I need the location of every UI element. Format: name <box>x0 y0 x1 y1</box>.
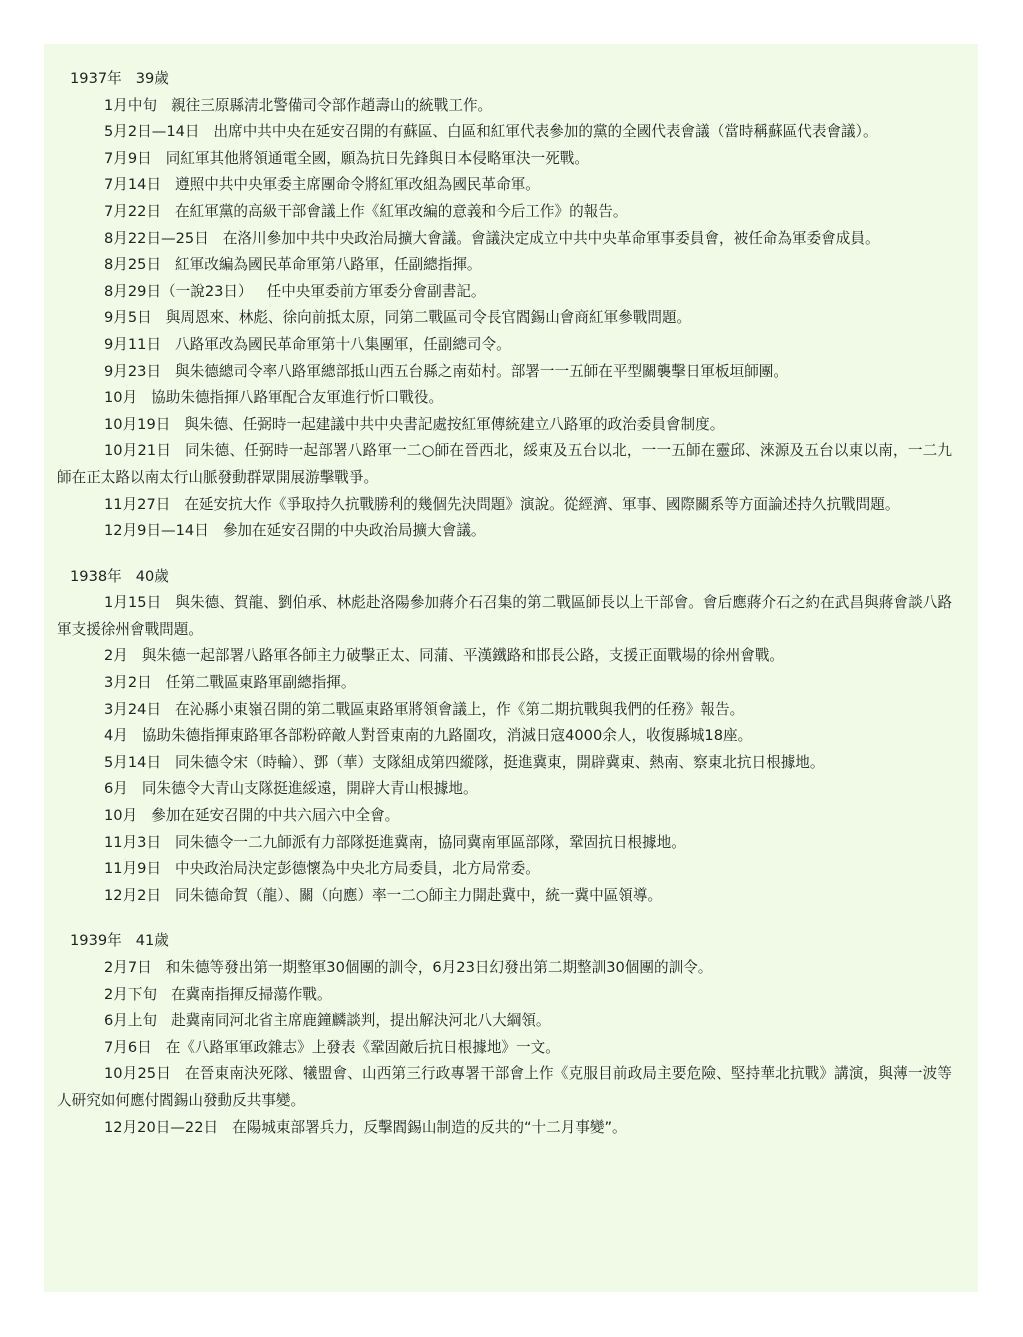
entry-date: 2月 <box>104 647 128 665</box>
entry-date: 6月上旬 <box>104 1012 158 1030</box>
chronology-entry <box>57 830 952 857</box>
entry-text: 在冀南指揮反掃蕩作戰。 <box>171 985 332 1003</box>
entry-date: 3月2日 <box>104 674 152 692</box>
entry-text: 八路軍改為國民革命軍第十八集團軍，任副總司令。 <box>175 335 511 353</box>
entry-date: 10月 <box>104 389 138 407</box>
entry-date: 8月29日（一說23日） <box>104 282 253 300</box>
entry-text: 在陽城東部署兵力，反擊閻錫山制造的反共的“十二月事變”。 <box>232 1118 627 1136</box>
entry-date: 1月中旬 <box>104 96 158 114</box>
entry-text: 在延安抗大作《爭取持久抗戰勝利的幾個先決問題》演說。從經濟、軍事、國際關系等方面論述持久抗戰問題。 <box>184 495 900 513</box>
chronology-entry <box>57 119 952 146</box>
chronology-entry <box>57 385 952 412</box>
chronology-entry <box>57 776 952 803</box>
chronology-entry <box>57 1008 952 1035</box>
year-heading <box>57 928 952 955</box>
entry-text: 在沁縣小東嶺召開的第二戰區東路軍將領會議上，作《第二期抗戰與我們的任務》報告。 <box>175 700 745 718</box>
entry-date: 11月9日 <box>104 860 162 878</box>
entry-date: 2月7日 <box>104 959 152 976</box>
entry-date: 7月9日 <box>104 149 152 167</box>
chronology-entry <box>57 359 952 386</box>
entry-text: 任第二戰區東路軍副總指揮。 <box>165 674 356 692</box>
year-section-1939 <box>57 928 952 1141</box>
entry-text: 和朱德等發出第一期整軍30個團的訓令，6月23日幻發出第二期整訓30個團的訓令。 <box>165 959 713 976</box>
entry-date: 12月20日—22日 <box>104 1118 219 1136</box>
entry-date: 9月5日 <box>104 309 152 327</box>
entry-text: 在《八路軍軍政雜志》上發表《鞏固敵后抗日根據地》一文。 <box>165 1038 560 1056</box>
entry-date: 10月 <box>104 807 138 825</box>
chronology-entry <box>57 332 952 359</box>
entry-date: 9月11日 <box>104 335 162 353</box>
chronology-entry <box>57 199 952 226</box>
entry-text: 參加在延安召開的中共六屆六中全會。 <box>151 807 400 825</box>
chronology-entry <box>57 750 952 777</box>
chronology-entry <box>57 723 952 750</box>
chronology-entry <box>57 643 952 670</box>
entry-text: 在紅軍黨的高級干部會議上作《紅軍改編的意義和今后工作》的報告。 <box>175 202 628 220</box>
entry-text: 任中央軍委前方軍委分會副書記。 <box>266 282 486 300</box>
entry-text: 同朱德令一二九師派有力部隊挺進冀南，協同冀南軍區部隊，鞏固抗日根據地。 <box>175 833 686 851</box>
entry-date: 7月22日 <box>104 202 162 220</box>
entry-text: 同紅軍其他將領通電全國，願為抗日先鋒與日本侵略軍決一死戰。 <box>165 149 589 167</box>
entry-text: 遵照中共中央軍委主席團命令將紅軍改組為國民革命軍。 <box>175 176 540 194</box>
chronology-entry <box>57 252 952 279</box>
chronology-entry <box>57 883 952 910</box>
entry-text: 同朱德、任弼時一起部署八路軍一二○師在晉西北，綏東及五台以北，一一五師在靈邱、淶源及五台以東以南，一二九師在正太路以南太行山脈發動群眾開展游擊戰爭。 <box>57 442 952 486</box>
entry-date: 3月24日 <box>104 700 162 718</box>
chronology-entry <box>57 1035 952 1062</box>
entry-date: 5月2日—14日 <box>104 123 200 141</box>
year-label: 1937年 <box>70 70 122 87</box>
entry-date: 7月14日 <box>104 176 162 194</box>
entry-text: 親往三原縣淸北警備司令部作趙壽山的統戰工作。 <box>171 96 493 114</box>
entry-date: 2月下旬 <box>104 985 158 1003</box>
entry-text: 赴冀南同河北省主席鹿鐘麟談判，提出解決河北八大綱領。 <box>171 1012 551 1030</box>
entry-text: 同朱德令大青山支隊挺進綏遠，開辟大青山根據地。 <box>141 780 478 798</box>
entry-text: 同朱德令宋（時輪）、鄧（華）支隊組成第四縱隊，挺進冀東，開辟冀東、熱南、察東北抗日根據地。 <box>175 753 825 771</box>
entry-date: 8月25日 <box>104 256 162 274</box>
entry-text: 紅軍改編為國民革命軍第八路軍，任副總指揮。 <box>175 256 482 274</box>
entry-date: 10月21日 <box>104 442 172 460</box>
chronology-entry <box>57 856 952 883</box>
document-page <box>44 44 978 1292</box>
age-label: 40歲 <box>135 567 169 585</box>
age-label: 41歲 <box>135 932 169 950</box>
entry-date: 11月27日 <box>104 495 171 513</box>
entry-text: 協助朱德指揮東路軍各部粉碎敵人對晉東南的九路圍攻，消滅日寇4000余人，收復縣城18座。 <box>141 727 753 745</box>
year-heading <box>57 66 952 93</box>
entry-text: 與朱德、賀龍、劉伯承、林彪赴洛陽參加蔣介石召集的第二戰區師長以上干部會。會后應蔣介石之約在武昌與蔣會談八路軍支援徐州會戰問題。 <box>57 594 952 638</box>
chronology-entry <box>57 1061 952 1114</box>
year-label: 1938年 <box>70 567 122 585</box>
entry-text: 參加在延安召開的中央政治局擴大會議。 <box>222 522 486 540</box>
entry-text: 出席中共中央在延安召開的有蘇區、白區和紅軍代表參加的黨的全國代表會議（當時稱蘇區代表會議）。 <box>213 123 878 141</box>
year-section-1938 <box>57 564 952 910</box>
entry-date: 10月19日 <box>104 415 171 433</box>
year-heading <box>57 564 952 591</box>
chronology-entry <box>57 518 952 545</box>
chronology-entry <box>57 146 952 173</box>
chronology-entry <box>57 803 952 830</box>
entry-date: 12月2日 <box>104 886 162 904</box>
chronology-entry <box>57 438 952 491</box>
entry-text: 中央政治局決定彭德懷為中央北方局委員，北方局常委。 <box>175 860 540 878</box>
entry-text: 與周恩來、林彪、徐向前抵太原，同第二戰區司令長官閻錫山會商紅軍參戰問題。 <box>165 309 692 327</box>
entry-date: 12月9日—14日 <box>104 522 209 540</box>
entry-date: 8月22日—25日 <box>104 229 209 247</box>
entry-text: 與朱德、任弼時一起建議中共中央書記處按紅軍傳統建立八路軍的政治委員會制度。 <box>184 415 725 433</box>
chronology-entry <box>57 590 952 643</box>
entry-date: 9月23日 <box>104 362 162 380</box>
year-label: 1939年 <box>70 932 122 950</box>
entry-text: 在晉東南決死隊、犧盟會、山西第三行政專署干部會上作《克服目前政局主要危險、堅持華北抗戰》講演，與薄一波等人研究如何應付閻錫山發動反共事變。 <box>57 1065 952 1109</box>
entry-text: 與朱德總司令率八路軍總部抵山西五台縣之南茹村。部署一一五師在平型關襲擊日軍板垣師團。 <box>175 362 788 380</box>
chronology-entry <box>57 1115 952 1142</box>
age-label: 39歲 <box>135 70 169 87</box>
entry-text: 與朱德一起部署八路軍各師主力破擊正太、同蒲、平漢鐵路和邯長公路，支援正面戰場的徐州會戰。 <box>141 647 785 665</box>
entry-text: 同朱德命賀（龍）、關（向應）率一二○師主力開赴冀中，統一冀中區領導。 <box>175 886 663 904</box>
entry-date: 10月25日 <box>104 1065 171 1083</box>
entry-date: 11月3日 <box>104 833 162 851</box>
chronology-entry <box>57 492 952 519</box>
chronology-entry <box>57 697 952 724</box>
chronology-entry <box>57 172 952 199</box>
chronology-entry <box>57 305 952 332</box>
entry-date: 4月 <box>104 727 128 745</box>
chronology-entry <box>57 279 952 306</box>
entry-text: 在洛川參加中共中央政治局擴大會議。會議決定成立中共中央革命軍事委員會，被任命為軍委會成員。 <box>222 229 880 247</box>
entry-date: 7月6日 <box>104 1038 152 1056</box>
entry-text: 協助朱德指揮八路軍配合友軍進行忻口戰役。 <box>151 389 444 407</box>
chronology-entry <box>57 412 952 439</box>
entry-date: 5月14日 <box>104 753 162 771</box>
chronology-entry <box>57 93 952 120</box>
entry-date: 1月15日 <box>104 594 162 612</box>
year-section-1937 <box>57 66 952 545</box>
chronology-entry <box>57 226 952 253</box>
entry-date: 6月 <box>104 780 128 798</box>
chronology-entry <box>57 670 952 697</box>
chronology-entry <box>57 982 952 1009</box>
chronology-entry <box>57 955 952 982</box>
